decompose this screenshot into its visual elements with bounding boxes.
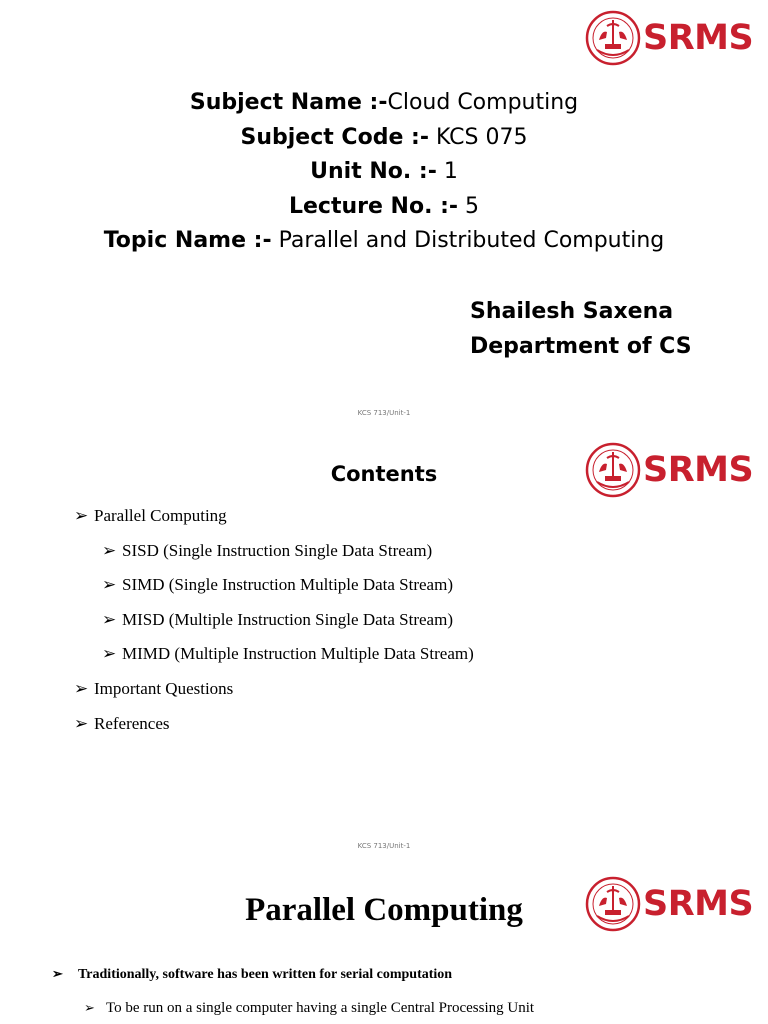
author-name: Shailesh Saxena: [470, 299, 674, 324]
contents-item: [74, 503, 474, 538]
contents-item-text: Important Questions: [94, 678, 234, 698]
bullet-text: To be run on a single computer having a single Central Processing Unit: [106, 1000, 535, 1016]
srms-emblem-icon: [585, 10, 641, 66]
arrow-bullet-icon: ➢: [74, 678, 89, 698]
lecture-label: Lecture No. :-: [288, 193, 459, 219]
contents-item: [74, 676, 474, 711]
subject-code-label: Subject Code :-: [240, 124, 429, 150]
subject-name-line: [0, 86, 768, 121]
slide-footer: KCS 713/Unit-1: [357, 842, 411, 850]
contents-subitem: [74, 572, 474, 607]
unit-line: [0, 155, 768, 190]
bullet-text: Traditionally, software has been written for serial computation: [78, 967, 453, 982]
arrow-bullet-icon: ➢: [52, 966, 63, 981]
contents-item-text: Parallel Computing: [94, 506, 227, 525]
contents-item-text: MISD (Multiple Instruction Single Data Stream): [122, 609, 453, 629]
contents-item-text: SIMD (Single Instruction Multiple Data Stream): [122, 575, 453, 595]
contents-item-text: SISD (Single Instruction Single Data Stream): [122, 540, 433, 560]
topic-value: Parallel and Distributed Computing: [271, 228, 665, 253]
arrow-bullet-icon: ➢: [74, 713, 89, 733]
slide-footer: KCS 713/Unit-1: [357, 409, 411, 417]
srms-emblem-icon: [585, 442, 641, 498]
arrow-bullet-icon: ➢: [84, 1000, 95, 1015]
subject-code-line: [0, 121, 768, 156]
unit-value: 1: [436, 159, 458, 184]
bullet-item: [52, 964, 534, 998]
arrow-bullet-icon: ➢: [102, 575, 117, 595]
topic-label: Topic Name :-: [103, 228, 272, 253]
arrow-bullet-icon: ➢: [102, 644, 117, 664]
arrow-bullet-icon: ➢: [102, 540, 117, 560]
lecture-details: [0, 86, 768, 259]
subject-code-value: KCS 075: [428, 124, 528, 150]
sub-bullet-item: [52, 998, 534, 1018]
lecture-value: 5: [458, 193, 480, 219]
brand-name: SRMS: [643, 883, 754, 924]
author-department: Department of CS: [470, 334, 692, 359]
contents-subitem: [74, 538, 474, 573]
subject-name-label: Subject Name :-: [189, 90, 388, 115]
brand-name: SRMS: [643, 449, 754, 490]
contents-title: Contents: [330, 462, 438, 486]
title-slide: [0, 0, 768, 432]
contents-subitem: [74, 607, 474, 642]
contents-list: [74, 503, 474, 745]
unit-label: Unit No. :-: [310, 159, 437, 184]
arrow-bullet-icon: ➢: [102, 609, 117, 629]
srms-logo: [585, 10, 753, 66]
contents-item: [74, 711, 474, 746]
contents-item-text: References: [94, 713, 170, 733]
arrow-bullet-icon: ➢: [74, 506, 89, 525]
topic-line: [0, 224, 768, 259]
contents-item-text: MIMD (Multiple Instruction Multiple Data Stream): [122, 644, 474, 664]
lecture-line: [0, 190, 768, 225]
contents-subitem: [74, 641, 474, 676]
srms-emblem-icon: [585, 876, 641, 932]
author-block: [470, 294, 692, 364]
parallel-computing-bullets: [52, 964, 534, 1018]
parallel-computing-title: Parallel Computing: [245, 892, 523, 928]
srms-logo: [585, 876, 753, 932]
brand-name: SRMS: [643, 17, 754, 58]
srms-logo: [585, 442, 753, 498]
subject-name-value: Cloud Computing: [387, 90, 579, 115]
